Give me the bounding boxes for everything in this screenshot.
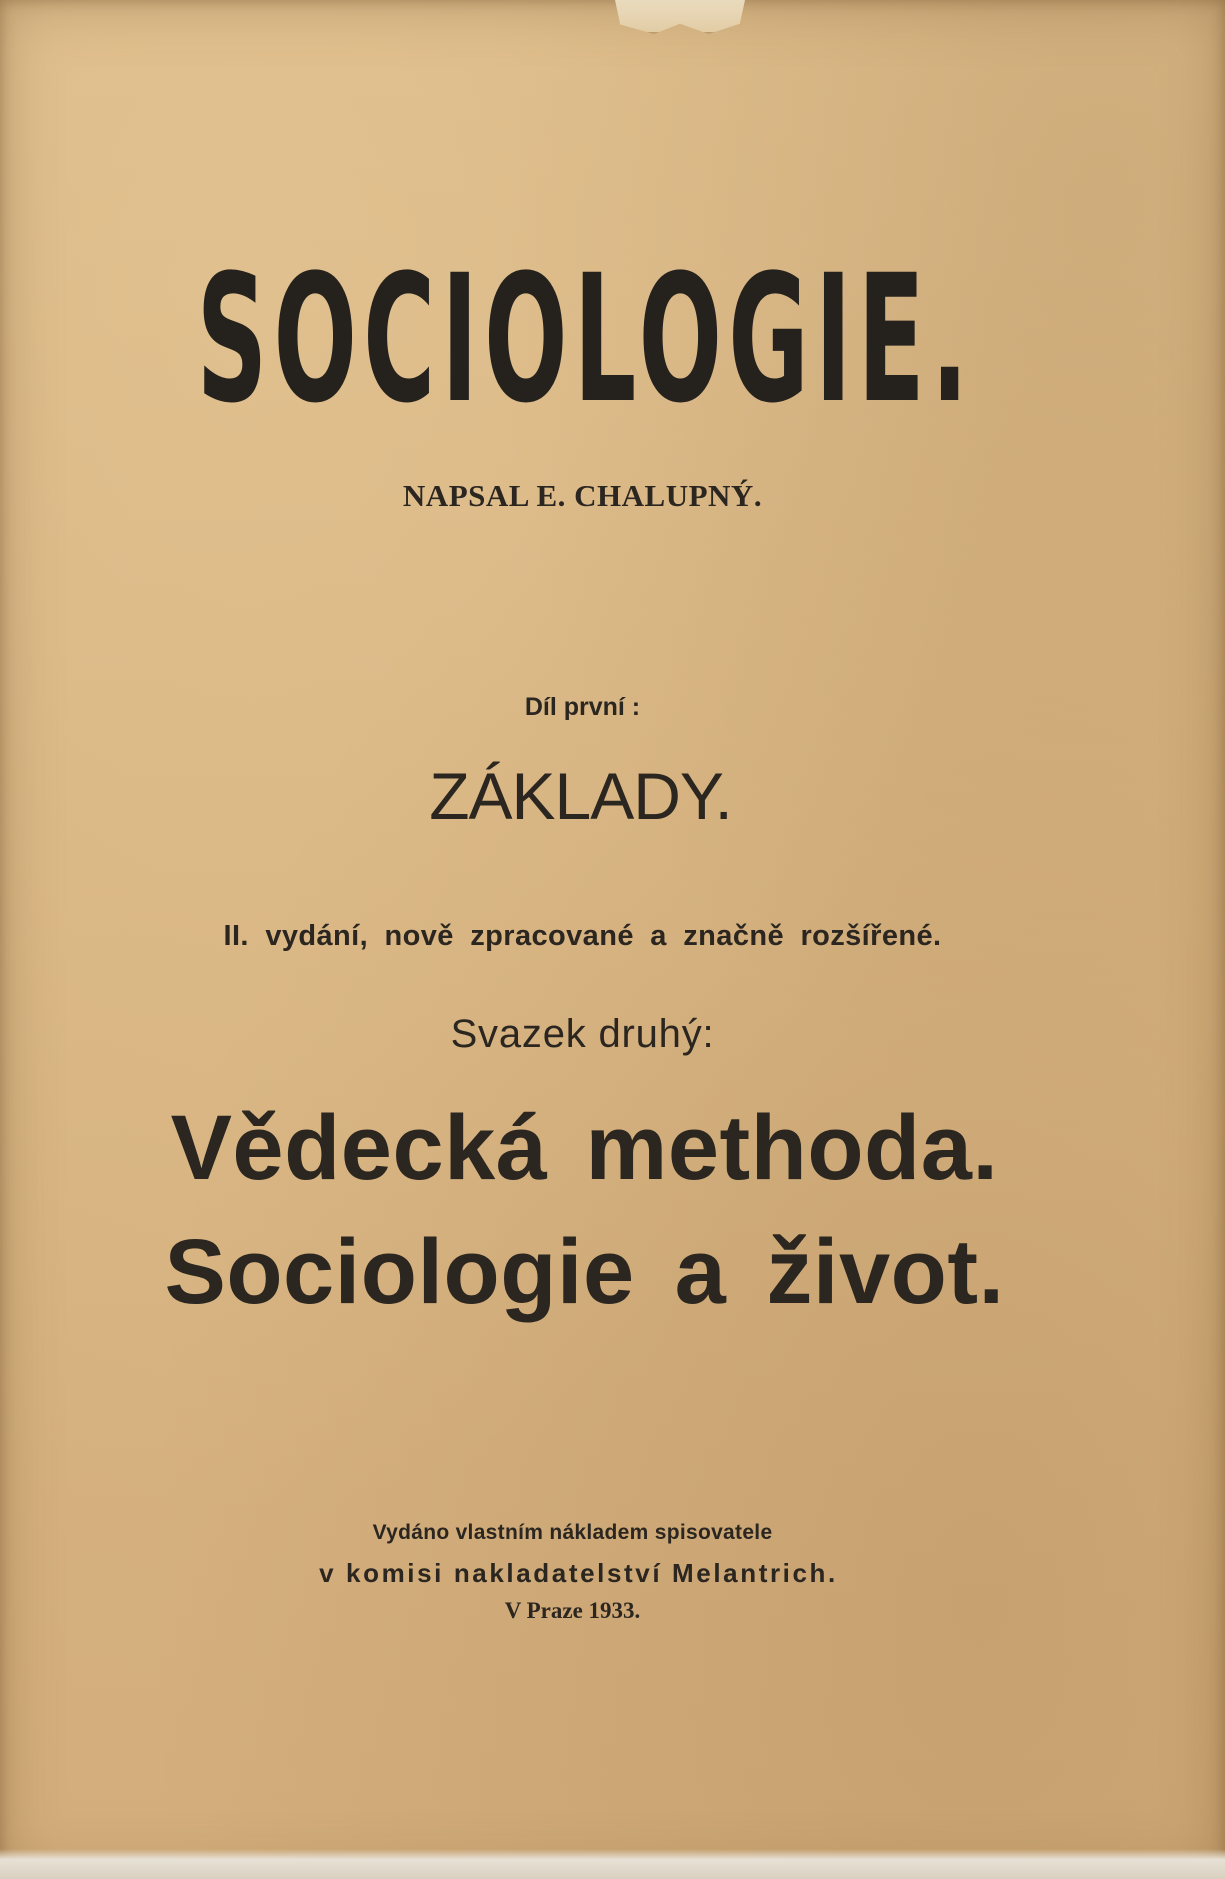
imprint-place-year: V Praze 1933. [504,1598,641,1623]
torn-tape-strip [615,0,745,34]
page-bottom-edge [0,1849,1225,1879]
edition-note: II. vydání, nově zpracované a značně rozšířené. [223,920,942,952]
volume-title-line-1: Vědecká methoda. [170,1097,999,1199]
part-label: Díl první : [524,693,641,721]
imprint-publisher-note: Vydáno vlastním nákladem spisovatele [372,1521,773,1544]
part-title: ZÁKLADY. [429,759,732,833]
volume-title-line-2: Sociologie a život. [164,1221,1005,1323]
volume-label: Svazek druhý: [450,1012,715,1056]
author-line: NAPSAL E. CHALUPNÝ. [402,478,763,513]
imprint-commission: v komisi nakladatelství Melantrich. [319,1558,838,1588]
cover-title: SOCIOLOGIE. [196,237,975,442]
